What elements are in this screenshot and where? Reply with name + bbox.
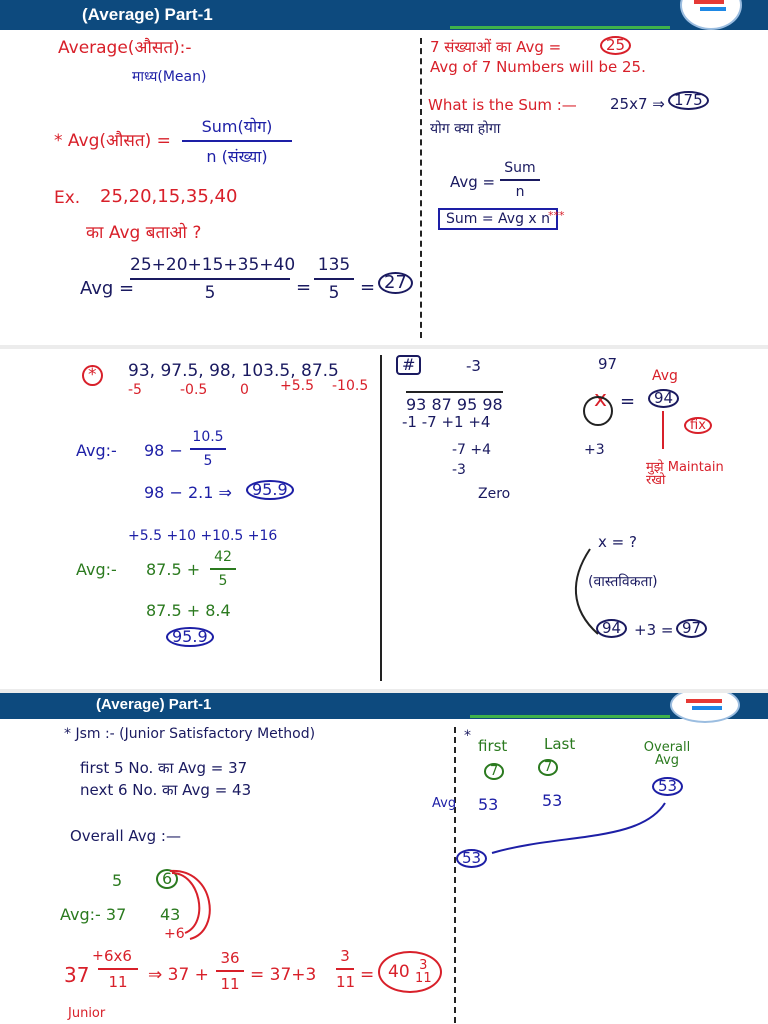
avg-denominator: 5 xyxy=(204,283,216,303)
divider xyxy=(420,38,422,338)
answer-27 xyxy=(378,272,413,294)
n5: 5 xyxy=(112,871,123,890)
avg-small: Avg xyxy=(432,796,457,811)
header-accent-line xyxy=(450,26,670,29)
avg2-fraction: 42 5 xyxy=(210,549,236,589)
formula-left: * Avg(औसत) = xyxy=(54,131,171,151)
row-values: 93 87 95 98 xyxy=(406,391,503,413)
panel3-annotations xyxy=(0,693,768,1024)
right-line-1: 7 संख्याओं का Avg = xyxy=(430,38,562,56)
avg1-fraction: 10.5 5 xyxy=(190,429,226,469)
row-devs: -1 -7 +1 +4 xyxy=(402,413,491,431)
avg1-answer: 95.9 xyxy=(246,480,294,500)
avg-fraction xyxy=(130,255,296,303)
example-label: Ex. xyxy=(54,188,81,208)
panel-2 xyxy=(0,349,768,689)
avg1-step: 98 − 2.1 ⇒ xyxy=(144,483,232,502)
first-5-line: first 5 No. का Avg = 37 xyxy=(80,759,248,777)
values-list: 93, 97.5, 98, 103.5, 87.5 xyxy=(128,361,339,381)
dev-2: -0.5 xyxy=(180,382,208,398)
brand-logo xyxy=(680,0,742,30)
dev-3: 0 xyxy=(240,382,249,398)
result-eq: ⇒ 37 + xyxy=(148,965,209,985)
right-line-1-value: 25 xyxy=(600,36,631,55)
mid-fraction xyxy=(314,255,354,303)
sum-line: -7 +4 xyxy=(452,442,492,458)
mid-denominator: 5 xyxy=(328,283,340,303)
formula-fraction xyxy=(182,115,292,167)
circled-7-b: 7 xyxy=(538,759,558,776)
maintain-label: मुझे Maintain रखो xyxy=(646,460,724,488)
big-plus: + xyxy=(92,948,104,964)
overall-heading: Overall Avg :— xyxy=(70,827,181,845)
dev-5: -10.5 xyxy=(332,378,369,394)
final-94: 94 xyxy=(596,619,627,638)
star-mark: * xyxy=(82,365,103,386)
avg-formula-label: Avg = xyxy=(450,173,496,191)
n6: 6 xyxy=(156,869,178,889)
important-stars: *** xyxy=(548,209,565,222)
avg2-base: 87.5 + xyxy=(146,560,201,579)
result-fraction-1: 36 11 xyxy=(216,949,244,993)
v53-b: 53 xyxy=(542,791,563,810)
result-answer: 40 3 11 xyxy=(378,951,442,993)
jsm-title: * Jsm :- (Junior Satisfactory Method) xyxy=(64,726,316,742)
overall-avg-label: Overall Avg xyxy=(643,740,691,768)
formula-numerator: Sum(योग) xyxy=(201,117,273,136)
equals-1: = xyxy=(296,277,312,298)
avg-37: Avg:- 37 xyxy=(60,905,127,924)
avg-formula-fraction: Sum n xyxy=(500,160,540,200)
avg-label: Avg = xyxy=(80,278,135,299)
avg-numerator: 25+20+15+35+40 xyxy=(130,255,296,275)
next-6-line: next 6 No. का Avg = 43 xyxy=(80,781,252,799)
dev-1: -5 xyxy=(128,382,142,398)
x-variable: x xyxy=(594,387,608,412)
first-label: first xyxy=(478,737,508,755)
actual-label: (वास्तविकता) xyxy=(588,574,658,590)
avg2-step: 87.5 + 8.4 xyxy=(146,601,231,620)
last-label: Last xyxy=(544,735,576,753)
equals-2: = xyxy=(360,277,376,298)
avg1-base: 98 − xyxy=(144,441,183,460)
avg-word: Avg xyxy=(652,368,678,384)
mid-numerator: 135 xyxy=(317,255,351,275)
plus-6: +6 xyxy=(164,926,185,942)
panel-1 xyxy=(0,0,768,345)
sum-formula-box: Sum = Avg x n xyxy=(438,208,558,230)
circled-7-a: 7 xyxy=(484,763,504,780)
sum-question: What is the Sum :— xyxy=(428,96,577,114)
big-37: 37 xyxy=(64,963,90,987)
cumulative-devs: +5.5 +10 +10.5 +16 xyxy=(128,528,278,544)
v53-a: 53 xyxy=(478,795,499,814)
answer-27-circle: 27 xyxy=(378,272,413,294)
average-heading: Average(औसत):- xyxy=(58,38,192,58)
formula-denominator: n (संख्या) xyxy=(206,147,268,166)
minus-3-top: -3 xyxy=(466,357,481,375)
avg2-label: Avg:- xyxy=(76,560,117,579)
v53-d: 53 xyxy=(456,849,487,868)
top-97: 97 xyxy=(598,355,618,373)
avg2-answer: 95.9 xyxy=(166,627,214,647)
plus-3: +3 xyxy=(584,442,605,458)
header-title: (Average) Part-1 xyxy=(82,5,213,24)
result-fraction-2: 3 11 xyxy=(336,947,356,991)
equals-sign: = xyxy=(620,391,636,412)
hash-mark: # xyxy=(396,355,421,375)
result-eq-3: = xyxy=(360,965,375,985)
star-2: * xyxy=(464,728,471,744)
dev-4: +5.5 xyxy=(280,378,314,394)
minus-3: -3 xyxy=(452,462,466,478)
avg-94: 94 xyxy=(648,389,679,408)
panel-3 xyxy=(0,693,768,1024)
big-fraction: 6x6 11 xyxy=(98,947,138,991)
mean-label: माध्य(Mean) xyxy=(132,69,207,85)
v53-c: 53 xyxy=(652,777,683,796)
example-question: का Avg बताओ ? xyxy=(86,223,202,243)
final-97: 97 xyxy=(676,619,707,638)
sum-answer: 175 xyxy=(668,91,709,110)
example-values: 25,20,15,35,40 xyxy=(100,186,238,207)
junior-label: Junior xyxy=(68,1006,106,1021)
sum-hindi: योग क्या होगा xyxy=(430,121,501,137)
header-title-2: (Average) Part-1 xyxy=(96,696,212,713)
panel2-annotations xyxy=(0,349,768,689)
final-plus: +3 = xyxy=(634,621,674,639)
right-line-2: Avg of 7 Numbers will be 25. xyxy=(430,58,646,76)
panel-1-header xyxy=(0,0,768,30)
zero-label: Zero xyxy=(478,486,511,502)
sum-calc: 25x7 ⇒ xyxy=(610,95,665,113)
x-question: x = ? xyxy=(598,533,637,551)
fix-label: fix xyxy=(684,417,712,434)
result-eq-2: = 37+3 xyxy=(250,965,317,985)
avg1-label: Avg:- xyxy=(76,441,117,460)
v43: 43 xyxy=(160,905,181,924)
